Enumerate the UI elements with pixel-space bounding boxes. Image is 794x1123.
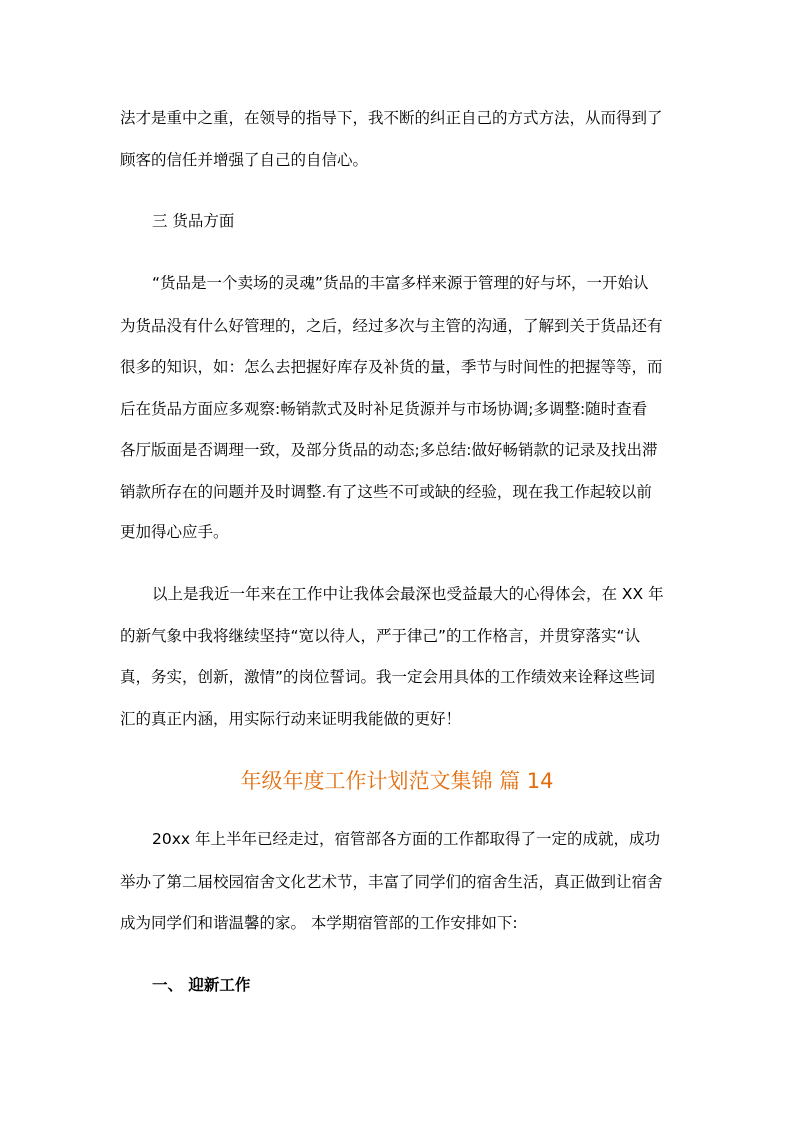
paragraph-line: 真，务实，创新，激情”的岗位誓词。我一定会用具体的工作绩效来诠释这些词 xyxy=(120,668,656,686)
paragraph-line: 20xx 年上半年已经走过，宿管部各方面的工作都取得了一定的成就，成功 xyxy=(152,830,660,848)
paragraph-line: 的新气象中我将继续坚持“宽以待人，严于律己”的工作格言，并贯穿落实“认 xyxy=(120,627,641,645)
paragraph-line: “货品是一个卖场的灵魂”货品的丰富多样来源于管理的好与坏，一开始认 xyxy=(152,274,649,292)
section-heading-goods: 三 货品方面 xyxy=(152,212,235,230)
paragraph-line: 法才是重中之重，在领导的指导下，我不断的纠正自己的方式方法，从而得到了 xyxy=(120,109,663,127)
paragraph-line: 顾客的信任并增强了自己的自信心。 xyxy=(120,151,369,169)
paragraph-line: 为货品没有什么好管理的，之后，经过多次与主管的沟通，了解到关于货品还有 xyxy=(120,317,663,335)
paragraph-line: 举办了第二届校园宿舍文化艺术节，丰富了同学们的宿舍生活，真正做到让宿舍 xyxy=(120,873,663,891)
paragraph-line: 汇的真正内涵，用实际行动来证明我能做的更好！ xyxy=(120,710,462,728)
paragraph-line: 成为同学们和谐温馨的家。 本学期宿管部的工作安排如下: xyxy=(120,914,518,932)
article-title: 年级年度工作计划范文集锦 篇 14 xyxy=(240,769,554,793)
paragraph-line: 很多的知识，如：怎么去把握好库存及补货的量，季节与时间性的把握等等，而 xyxy=(120,358,663,376)
section-heading-welcome: 一、 迎新工作 xyxy=(152,976,251,994)
paragraph-line: 以上是我近一年来在工作中让我体会最深也受益最大的心得体会，在 XX 年 xyxy=(152,585,664,603)
paragraph-line: 销款所存在的问题并及时调整.有了这些不可或缺的经验，现在我工作起较以前 xyxy=(120,483,652,501)
paragraph-line: 更加得心应手。 xyxy=(120,523,229,541)
paragraph-line: 后在货品方面应多观察:畅销款式及时补足货源并与市场协调;多调整:随时查看 xyxy=(120,400,648,418)
paragraph-line: 各厅版面是否调理一致，及部分货品的动态;多总结:做好畅销款的记录及找出滞 xyxy=(120,441,658,459)
